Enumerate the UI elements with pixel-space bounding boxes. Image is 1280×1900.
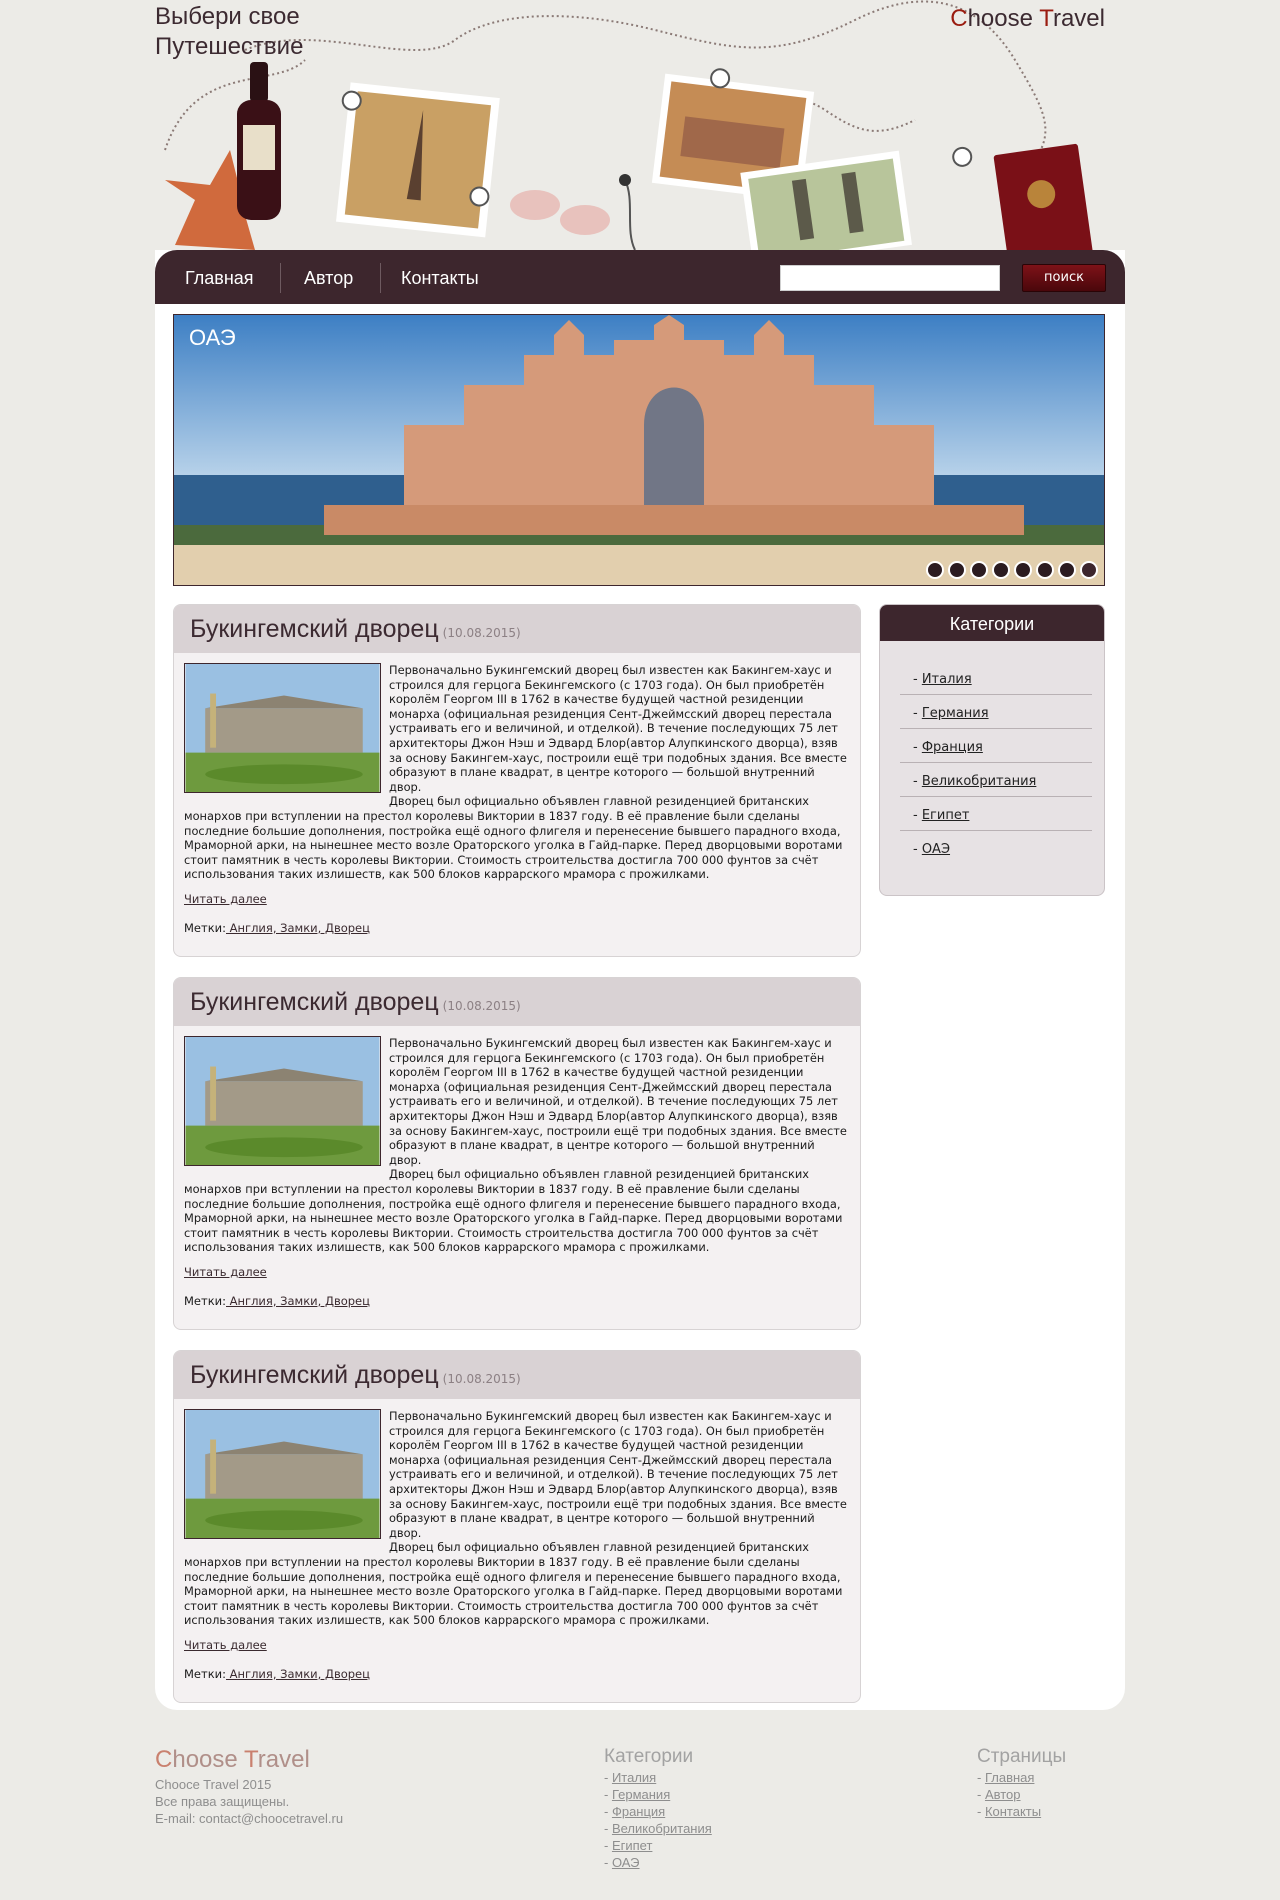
post-body xyxy=(174,1026,860,1308)
post-body xyxy=(174,653,860,935)
slider-dot[interactable] xyxy=(1058,561,1076,579)
category-link-egypt[interactable]: Египет xyxy=(921,808,970,823)
category-list xyxy=(880,641,1104,865)
post-tags xyxy=(184,921,850,936)
categories-sidebar xyxy=(879,604,1105,896)
tags-label: Метки: xyxy=(184,920,226,935)
nav-item-home[interactable]: Главная xyxy=(185,268,254,288)
footer-page-item: - Главная xyxy=(977,1770,1035,1785)
tag-links[interactable]: Англия, Замки, Дворец xyxy=(226,1666,370,1681)
footer-logo-initial-t: T xyxy=(243,1746,258,1773)
post-tags xyxy=(184,1294,850,1309)
wine-bottle-icon xyxy=(237,62,281,220)
footer-link-author[interactable]: Автор xyxy=(984,1787,1021,1802)
read-more-link[interactable]: Читать далее xyxy=(184,891,267,906)
footer-pages xyxy=(977,1746,1066,1820)
post-thumbnail-buckingham[interactable] xyxy=(184,1036,381,1166)
logo-initial-t: T xyxy=(1039,5,1053,32)
post-header xyxy=(174,605,860,653)
slider-dot[interactable] xyxy=(1080,561,1098,579)
footer-logo-word-ravel: ravel xyxy=(257,1746,310,1773)
post-paragraph-1: Первоначально Букингемский дворец был известен как Бакингем-хаус и строился для герцога Бекингемского (с 1703 года). Он был приобретён королём Георгом III в 1762 в качестве будущей частной резиденции монарха (официальная резиденция Сент-Джеймсский дворец перестала устраивать его и величиной, и отделкой). В течение последующих 75 лет архитекторы Джон Нэш и Эдвард Блор(автор Алупкинского дворца), взяв за основу Бакингем-хаус, построили ещё три подобных здания. Все вместе образуют в плане квадрат, в центре которого — большой внутренний двор. xyxy=(389,663,847,794)
photo-london xyxy=(740,141,982,250)
post-paragraph-2: Дворец был официально объявлен главной резиденцией британских монархов при вступлении на престол королевы Виктории в 1837 году. В её правление были сделаны последние большие дополнения, постройка ещё одного флигеля и перенесение бывшего парадного входа, Мраморной арки, на нынешнее место возле Ораторского уголка в Гайд-парке. Перед дворцовыми воротами стоит памятник в честь королевы Виктории. Стоимость строительства достигла 700 000 фунтов за счёт использования таких излишеств, как 500 блоков каррарского мрамора с прожилками. xyxy=(184,1540,843,1628)
footer-link-france[interactable]: Франция xyxy=(611,1804,666,1819)
footer-category-item: - Египет xyxy=(604,1838,653,1853)
footer xyxy=(155,1746,1125,1876)
category-link-france[interactable]: Франция xyxy=(921,740,983,755)
slogan-line-2: Путешествие xyxy=(155,33,304,60)
footer-rights: Все права защищены. xyxy=(155,1794,290,1809)
post-card xyxy=(173,604,861,957)
site-slogan xyxy=(155,2,415,62)
search-input[interactable] xyxy=(780,265,1000,291)
footer-email: E-mail: contact@choocetravel.ru xyxy=(155,1811,344,1826)
starfish-icon xyxy=(165,150,280,250)
nav-item-contacts[interactable]: Контакты xyxy=(401,268,479,288)
category-link-germany[interactable]: Германия xyxy=(921,706,989,721)
logo-word-ravel: ravel xyxy=(1052,5,1105,32)
post-card xyxy=(173,977,861,1330)
footer-copyright: Chooce Travel 2015 xyxy=(155,1777,272,1792)
footer-category-item: - ОАЭ xyxy=(604,1855,640,1870)
photo-paris xyxy=(330,82,500,238)
post-paragraph-2: Дворец был официально объявлен главной резиденцией британских монархов при вступлении на престол королевы Виктории в 1837 году. В её правление были сделаны последние большие дополнения, постройка ещё одного флигеля и перенесение бывшего парадного входа, Мраморной арки, на нынешнее место возле Ораторского уголка в Гайд-парке. Перед дворцовыми воротами стоит памятник в честь королевы Виктории. Стоимость строительства достигла 700 000 фунтов за счёт использования таких излишеств, как 500 блоков каррарского мрамора с прожилками. xyxy=(184,1167,843,1255)
slider-dot[interactable] xyxy=(970,561,988,579)
slider-title: ОАЭ xyxy=(189,325,236,350)
search-button[interactable]: поиск xyxy=(1022,264,1106,292)
post-card xyxy=(173,1350,861,1703)
category-item: - Великобритания xyxy=(900,763,1092,797)
footer-link-home[interactable]: Главная xyxy=(984,1770,1035,1785)
category-link-uk[interactable]: Великобритания xyxy=(921,774,1037,789)
footer-categories xyxy=(604,1746,712,1871)
footer-link-italy[interactable]: Италия xyxy=(611,1770,657,1785)
earphones-icon xyxy=(619,174,635,250)
footer-page-item: - Контакты xyxy=(977,1804,1042,1819)
sidebar-title: Категории xyxy=(880,605,1104,641)
post-thumbnail-buckingham[interactable] xyxy=(184,663,381,793)
category-link-uae[interactable]: ОАЭ xyxy=(921,842,951,857)
footer-category-item: - Италия xyxy=(604,1770,657,1785)
tags-label: Метки: xyxy=(184,1666,226,1681)
header xyxy=(155,0,1125,250)
tag-links[interactable]: Англия, Замки, Дворец xyxy=(226,920,370,935)
footer-logo-word-hoose: hoose xyxy=(172,1746,244,1773)
read-more-link[interactable]: Читать далее xyxy=(184,1264,267,1279)
footer-page-item: - Автор xyxy=(977,1787,1021,1802)
footer-link-uae[interactable]: ОАЭ xyxy=(611,1855,640,1870)
footer-link-uk[interactable]: Великобритания xyxy=(611,1821,712,1836)
post-title[interactable]: Букингемский дворец xyxy=(190,988,439,1016)
footer-logo-initial-c: C xyxy=(155,1746,173,1773)
nav-separator xyxy=(280,263,281,293)
footer-category-item: - Германия xyxy=(604,1787,671,1802)
post-date: (10.08.2015) xyxy=(442,999,521,1013)
image-slider xyxy=(173,314,1105,586)
category-item: - Франция xyxy=(900,729,1092,763)
photo-rome xyxy=(652,63,816,201)
nav-separator xyxy=(380,263,381,293)
post-title[interactable]: Букингемский дворец xyxy=(190,615,439,643)
tag-links[interactable]: Англия, Замки, Дворец xyxy=(226,1293,370,1308)
slogan-line-1: Выбери свое xyxy=(155,3,300,30)
post-title[interactable]: Букингемский дворец xyxy=(190,1361,439,1389)
slider-dot[interactable] xyxy=(992,561,1010,579)
post-paragraph-1: Первоначально Букингемский дворец был известен как Бакингем-хаус и строился для герцога Бекингемского (с 1703 года). Он был приобретён королём Георгом III в 1762 в качестве будущей частной резиденции монарха (официальная резиденция Сент-Джеймсский дворец перестала устраивать его и величиной, и отделкой). В течение последующих 75 лет архитекторы Джон Нэш и Эдвард Блор(автор Алупкинского дворца), взяв за основу Бакингем-хаус, построили ещё три подобных здания. Все вместе образуют в плане квадрат, в центре которого — большой внутренний двор. xyxy=(389,1036,847,1167)
post-header xyxy=(174,1351,860,1399)
category-item: - Германия xyxy=(900,695,1092,729)
footer-category-item: - Франция xyxy=(604,1804,666,1819)
footer-categories-title: Категории xyxy=(604,1746,694,1767)
post-date: (10.08.2015) xyxy=(442,1372,521,1386)
footer-info xyxy=(155,1776,343,1827)
post-date: (10.08.2015) xyxy=(442,626,521,640)
read-more-link[interactable]: Читать далее xyxy=(184,1637,267,1652)
post-paragraph-2: Дворец был официально объявлен главной резиденцией британских монархов при вступлении на престол королевы Виктории в 1837 году. В её правление были сделаны последние большие дополнения, постройка ещё одного флигеля и перенесение бывшего парадного входа, Мраморной арки, на нынешнее место возле Ораторского уголка в Гайд-парке. Перед дворцовыми воротами стоит памятник в честь королевы Виктории. Стоимость строительства достигла 700 000 фунтов за счёт использования таких излишеств, как 500 блоков каррарского мрамора с прожилками. xyxy=(184,794,843,882)
main-content-card xyxy=(155,250,1125,1710)
top-nav xyxy=(155,250,1125,304)
slider-dot[interactable] xyxy=(948,561,966,579)
tags-label: Метки: xyxy=(184,1293,226,1308)
passport-icon xyxy=(993,144,1092,250)
post-thumbnail-buckingham[interactable] xyxy=(184,1409,381,1539)
post-paragraph-1: Первоначально Букингемский дворец был известен как Бакингем-хаус и строился для герцога Бекингемского (с 1703 года). Он был приобретён королём Георгом III в 1762 в качестве будущей частной резиденции монарха (официальная резиденция Сент-Джеймсский дворец перестала устраивать его и величиной, и отделкой). В течение последующих 75 лет архитекторы Джон Нэш и Эдвард Блор(автор Алупкинского дворца), взяв за основу Бакингем-хаус, построили ещё три подобных здания. Все вместе образуют в плане квадрат, в центре которого — большой внутренний двор. xyxy=(389,1409,847,1540)
footer-link-germany[interactable]: Германия xyxy=(611,1787,671,1802)
footer-link-contacts[interactable]: Контакты xyxy=(984,1804,1042,1819)
site-logo[interactable] xyxy=(950,5,1105,33)
category-item: - Италия xyxy=(900,661,1092,695)
slider-dot[interactable] xyxy=(926,561,944,579)
nav-item-author[interactable]: Автор xyxy=(304,268,354,288)
logo-word-hoose: hoose xyxy=(967,5,1040,32)
footer-logo[interactable] xyxy=(155,1746,310,1774)
slider-dots xyxy=(926,561,1098,579)
post-tags xyxy=(184,1667,850,1682)
post-body xyxy=(174,1399,860,1681)
footer-pages-title: Страницы xyxy=(977,1746,1067,1767)
category-item: - Египет xyxy=(900,797,1092,831)
slider-dot[interactable] xyxy=(1014,561,1032,579)
footer-category-item: - Великобритания xyxy=(604,1821,712,1836)
logo-initial-c: C xyxy=(950,5,968,32)
post-header xyxy=(174,978,860,1026)
category-item: - ОАЭ xyxy=(913,842,951,857)
category-link-italy[interactable]: Италия xyxy=(921,672,972,687)
sunglasses-icon xyxy=(510,190,610,235)
footer-link-egypt[interactable]: Египет xyxy=(611,1838,653,1853)
slider-dot[interactable] xyxy=(1036,561,1054,579)
slider-photo-uae xyxy=(174,315,1105,586)
